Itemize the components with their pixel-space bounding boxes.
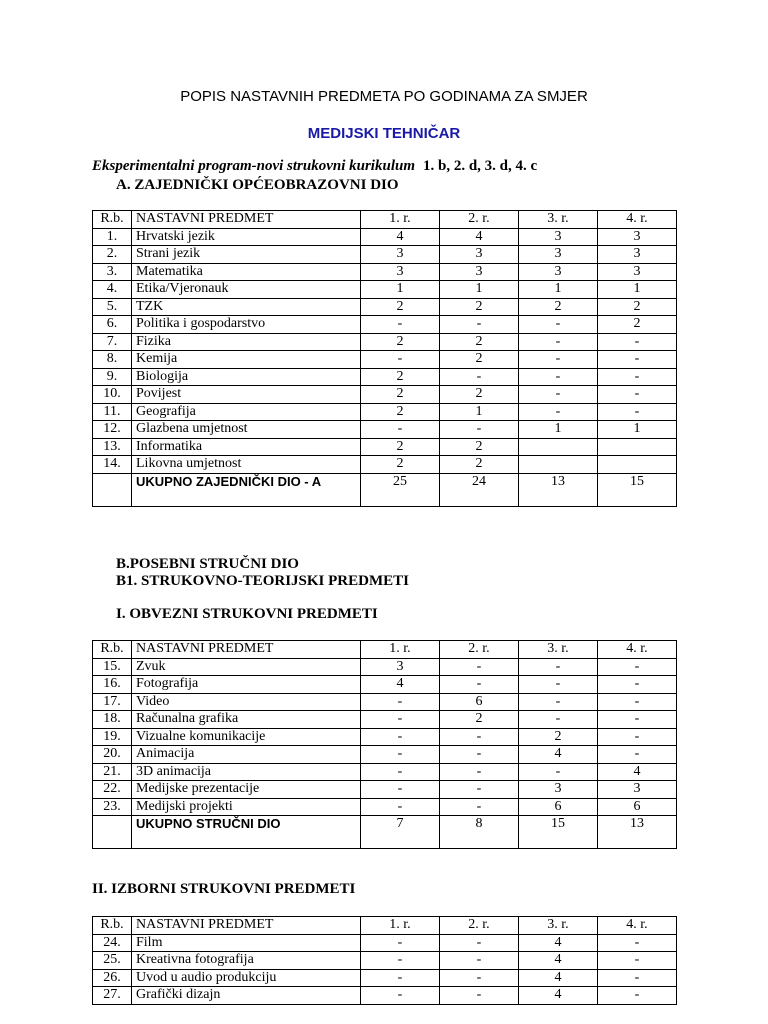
index-cell: 4.	[93, 281, 132, 299]
table-row	[93, 263, 677, 281]
hours-cell: 3	[361, 658, 440, 676]
hours-cell: 2	[440, 351, 519, 369]
hours-cell: 2	[440, 386, 519, 404]
subject-cell: Kreativna fotografija	[132, 952, 361, 970]
index-cell: 2.	[93, 246, 132, 264]
subject-cell: Animacija	[132, 746, 361, 764]
table-row	[93, 763, 677, 781]
hours-cell: 2	[440, 333, 519, 351]
index-cell: 10.	[93, 386, 132, 404]
hours-cell: -	[440, 316, 519, 334]
hours-cell: 24	[440, 473, 519, 506]
table-row	[93, 952, 677, 970]
index-cell	[93, 816, 132, 849]
column-header: R.b.	[93, 211, 132, 229]
index-cell: 26.	[93, 969, 132, 987]
hours-cell: -	[598, 969, 677, 987]
section-b1-i-heading: I. OBVEZNI STRUKOVNI PREDMETI	[116, 606, 378, 622]
hours-cell: 4	[519, 952, 598, 970]
hours-cell: -	[519, 351, 598, 369]
hours-cell: -	[519, 368, 598, 386]
table-row	[93, 228, 677, 246]
table-row	[93, 421, 677, 439]
index-cell: 12.	[93, 421, 132, 439]
subject-cell: 3D animacija	[132, 763, 361, 781]
hours-cell: -	[440, 934, 519, 952]
subject-cell: Likovna umjetnost	[132, 456, 361, 474]
column-header: R.b.	[93, 641, 132, 659]
hours-cell: -	[598, 728, 677, 746]
column-header: 1. r.	[361, 211, 440, 229]
hours-cell: -	[598, 676, 677, 694]
hours-cell: 4	[598, 763, 677, 781]
index-cell: 27.	[93, 987, 132, 1005]
hours-cell: 15	[598, 473, 677, 506]
hours-cell: -	[440, 952, 519, 970]
hours-cell: 3	[440, 263, 519, 281]
table-row	[93, 403, 677, 421]
column-header: NASTAVNI PREDMET	[132, 211, 361, 229]
hours-cell: -	[598, 368, 677, 386]
hours-cell: 6	[598, 798, 677, 816]
hours-cell	[519, 438, 598, 456]
column-header: NASTAVNI PREDMET	[132, 917, 361, 935]
hours-cell: -	[361, 987, 440, 1005]
table-row	[93, 368, 677, 386]
hours-cell: -	[598, 693, 677, 711]
hours-cell	[598, 456, 677, 474]
hours-cell: -	[440, 658, 519, 676]
hours-cell: -	[598, 658, 677, 676]
hours-cell: -	[440, 987, 519, 1005]
subject-cell: UKUPNO ZAJEDNIČKI DIO - A	[132, 473, 361, 506]
index-cell: 14.	[93, 456, 132, 474]
hours-cell: 1	[519, 421, 598, 439]
program-line	[92, 158, 537, 175]
hours-cell: 3	[361, 246, 440, 264]
index-cell: 18.	[93, 711, 132, 729]
index-cell: 16.	[93, 676, 132, 694]
hours-cell: 2	[519, 298, 598, 316]
table-header-row	[93, 641, 677, 659]
subject-cell: Vizualne komunikacije	[132, 728, 361, 746]
hours-cell: 2	[440, 456, 519, 474]
hours-cell: 2	[598, 316, 677, 334]
table-row	[93, 798, 677, 816]
hours-cell: 2	[361, 333, 440, 351]
hours-cell: 2	[361, 298, 440, 316]
subject-cell: Fotografija	[132, 676, 361, 694]
hours-cell: 3	[519, 228, 598, 246]
hours-cell: 25	[361, 473, 440, 506]
subject-cell: Informatika	[132, 438, 361, 456]
total-row	[93, 816, 677, 849]
hours-cell: 2	[519, 728, 598, 746]
hours-cell: 6	[440, 693, 519, 711]
table-row	[93, 781, 677, 799]
index-cell: 20.	[93, 746, 132, 764]
hours-cell: -	[361, 798, 440, 816]
hours-cell: -	[440, 781, 519, 799]
index-cell: 8.	[93, 351, 132, 369]
table-row	[93, 711, 677, 729]
index-cell: 5.	[93, 298, 132, 316]
hours-cell: -	[598, 403, 677, 421]
hours-cell: 4	[519, 969, 598, 987]
hours-cell: 13	[598, 816, 677, 849]
index-cell: 25.	[93, 952, 132, 970]
section-b1-i-table	[92, 640, 677, 849]
hours-cell: -	[361, 421, 440, 439]
table-row	[93, 658, 677, 676]
table-row	[93, 969, 677, 987]
hours-cell: 4	[519, 746, 598, 764]
hours-cell: -	[519, 658, 598, 676]
subject-cell: TZK	[132, 298, 361, 316]
column-header: 3. r.	[519, 641, 598, 659]
table-row	[93, 676, 677, 694]
section-a-heading: A. ZAJEDNIČKI OPĆEOBRAZOVNI DIO	[116, 177, 399, 193]
subject-cell: Film	[132, 934, 361, 952]
subject-cell: Medijske prezentacije	[132, 781, 361, 799]
hours-cell: 13	[519, 473, 598, 506]
document-title: POPIS NASTAVNIH PREDMETA PO GODINAMA ZA SMJER	[180, 88, 588, 105]
hours-cell: -	[519, 403, 598, 421]
hours-cell: -	[598, 711, 677, 729]
subject-cell: Medijski projekti	[132, 798, 361, 816]
hours-cell: -	[598, 351, 677, 369]
index-cell: 22.	[93, 781, 132, 799]
hours-cell: -	[519, 676, 598, 694]
hours-cell: -	[598, 987, 677, 1005]
section-b1-ii-table	[92, 916, 677, 1005]
table-row	[93, 281, 677, 299]
hours-cell: -	[598, 386, 677, 404]
hours-cell: -	[361, 351, 440, 369]
hours-cell: 1	[440, 403, 519, 421]
column-header: 4. r.	[598, 917, 677, 935]
hours-cell: 8	[440, 816, 519, 849]
hours-cell: 7	[361, 816, 440, 849]
hours-cell: 2	[440, 438, 519, 456]
hours-cell: -	[519, 763, 598, 781]
hours-cell: -	[440, 746, 519, 764]
hours-cell: 3	[598, 246, 677, 264]
hours-cell: 1	[598, 281, 677, 299]
index-cell	[93, 473, 132, 506]
index-cell: 7.	[93, 333, 132, 351]
subject-cell: Video	[132, 693, 361, 711]
hours-cell: 4	[519, 987, 598, 1005]
hours-cell: -	[440, 728, 519, 746]
subject-cell: Matematika	[132, 263, 361, 281]
section-b1-heading: B1. STRUKOVNO-TEORIJSKI PREDMETI	[116, 573, 409, 589]
column-header: 1. r.	[361, 917, 440, 935]
subject-cell: Zvuk	[132, 658, 361, 676]
index-cell: 13.	[93, 438, 132, 456]
column-header: 2. r.	[440, 211, 519, 229]
program-label: Eksperimentalni program-novi strukovni kurikulum	[92, 158, 415, 174]
table-row	[93, 987, 677, 1005]
hours-cell: 1	[598, 421, 677, 439]
column-header: 3. r.	[519, 211, 598, 229]
hours-cell: 1	[440, 281, 519, 299]
subject-cell: Hrvatski jezik	[132, 228, 361, 246]
subject-cell: Glazbena umjetnost	[132, 421, 361, 439]
column-header: NASTAVNI PREDMET	[132, 641, 361, 659]
table-row	[93, 934, 677, 952]
hours-cell: -	[361, 781, 440, 799]
hours-cell: 4	[361, 676, 440, 694]
hours-cell: -	[519, 711, 598, 729]
hours-cell: 2	[440, 711, 519, 729]
index-cell: 11.	[93, 403, 132, 421]
subject-cell: Politika i gospodarstvo	[132, 316, 361, 334]
hours-cell: 6	[519, 798, 598, 816]
table-row	[93, 298, 677, 316]
hours-cell: -	[598, 746, 677, 764]
section-a-table	[92, 210, 677, 507]
hours-cell: 2	[361, 438, 440, 456]
hours-cell: -	[519, 316, 598, 334]
index-cell: 1.	[93, 228, 132, 246]
subject-cell: Geografija	[132, 403, 361, 421]
index-cell: 21.	[93, 763, 132, 781]
table-row	[93, 693, 677, 711]
subject-cell: Strani jezik	[132, 246, 361, 264]
table-row	[93, 316, 677, 334]
hours-cell: 1	[361, 281, 440, 299]
hours-cell: -	[361, 934, 440, 952]
hours-cell: -	[440, 763, 519, 781]
index-cell: 24.	[93, 934, 132, 952]
table-row	[93, 456, 677, 474]
subject-cell: Biologija	[132, 368, 361, 386]
subject-cell: Etika/Vjeronauk	[132, 281, 361, 299]
hours-cell: -	[361, 969, 440, 987]
hours-cell: 2	[440, 298, 519, 316]
table-row	[93, 351, 677, 369]
hours-cell: 2	[598, 298, 677, 316]
hours-cell: -	[361, 763, 440, 781]
section-b-heading: B.POSEBNI STRUČNI DIO	[116, 556, 299, 572]
hours-cell: 4	[519, 934, 598, 952]
column-header: 4. r.	[598, 211, 677, 229]
hours-cell: 3	[440, 246, 519, 264]
subject-cell: Grafički dizajn	[132, 987, 361, 1005]
document-subtitle: MEDIJSKI TEHNIČAR	[307, 125, 461, 142]
table-row	[93, 386, 677, 404]
column-header: 2. r.	[440, 917, 519, 935]
hours-cell: -	[440, 798, 519, 816]
hours-cell: -	[361, 711, 440, 729]
hours-cell: -	[598, 952, 677, 970]
table-header-row	[93, 211, 677, 229]
hours-cell: -	[598, 333, 677, 351]
index-cell: 9.	[93, 368, 132, 386]
hours-cell: -	[440, 676, 519, 694]
hours-cell: -	[361, 316, 440, 334]
table-row	[93, 246, 677, 264]
hours-cell: -	[519, 386, 598, 404]
subject-cell: Uvod u audio produkciju	[132, 969, 361, 987]
hours-cell: 1	[519, 281, 598, 299]
hours-cell	[519, 456, 598, 474]
hours-cell: -	[519, 333, 598, 351]
index-cell: 23.	[93, 798, 132, 816]
column-header: 4. r.	[598, 641, 677, 659]
hours-cell: 4	[440, 228, 519, 246]
hours-cell: -	[519, 693, 598, 711]
hours-cell: 2	[361, 368, 440, 386]
table-row	[93, 746, 677, 764]
hours-cell: 3	[598, 263, 677, 281]
subject-cell: Fizika	[132, 333, 361, 351]
hours-cell: -	[440, 421, 519, 439]
column-header: 2. r.	[440, 641, 519, 659]
hours-cell: -	[361, 693, 440, 711]
index-cell: 15.	[93, 658, 132, 676]
index-cell: 6.	[93, 316, 132, 334]
hours-cell: 3	[519, 781, 598, 799]
hours-cell: 2	[361, 456, 440, 474]
hours-cell: -	[361, 728, 440, 746]
column-header: 3. r.	[519, 917, 598, 935]
hours-cell	[598, 438, 677, 456]
index-cell: 17.	[93, 693, 132, 711]
hours-cell: 3	[361, 263, 440, 281]
program-classes: 1. b, 2. d, 3. d, 4. c	[423, 158, 538, 174]
hours-cell: -	[440, 969, 519, 987]
column-header: 1. r.	[361, 641, 440, 659]
subject-cell: Kemija	[132, 351, 361, 369]
subject-cell: Računalna grafika	[132, 711, 361, 729]
hours-cell: 3	[598, 228, 677, 246]
section-b1-ii-heading: II. IZBORNI STRUKOVNI PREDMETI	[92, 881, 356, 897]
index-cell: 3.	[93, 263, 132, 281]
hours-cell: 15	[519, 816, 598, 849]
subject-cell: UKUPNO STRUČNI DIO	[132, 816, 361, 849]
hours-cell: -	[598, 934, 677, 952]
hours-cell: 3	[519, 246, 598, 264]
index-cell: 19.	[93, 728, 132, 746]
total-row	[93, 473, 677, 506]
hours-cell: -	[440, 368, 519, 386]
subject-cell: Povijest	[132, 386, 361, 404]
table-row	[93, 438, 677, 456]
hours-cell: -	[361, 746, 440, 764]
column-header: R.b.	[93, 917, 132, 935]
table-header-row	[93, 917, 677, 935]
hours-cell: 2	[361, 386, 440, 404]
table-row	[93, 728, 677, 746]
table-row	[93, 333, 677, 351]
hours-cell: 3	[598, 781, 677, 799]
hours-cell: 4	[361, 228, 440, 246]
hours-cell: -	[361, 952, 440, 970]
hours-cell: 2	[361, 403, 440, 421]
hours-cell: 3	[519, 263, 598, 281]
